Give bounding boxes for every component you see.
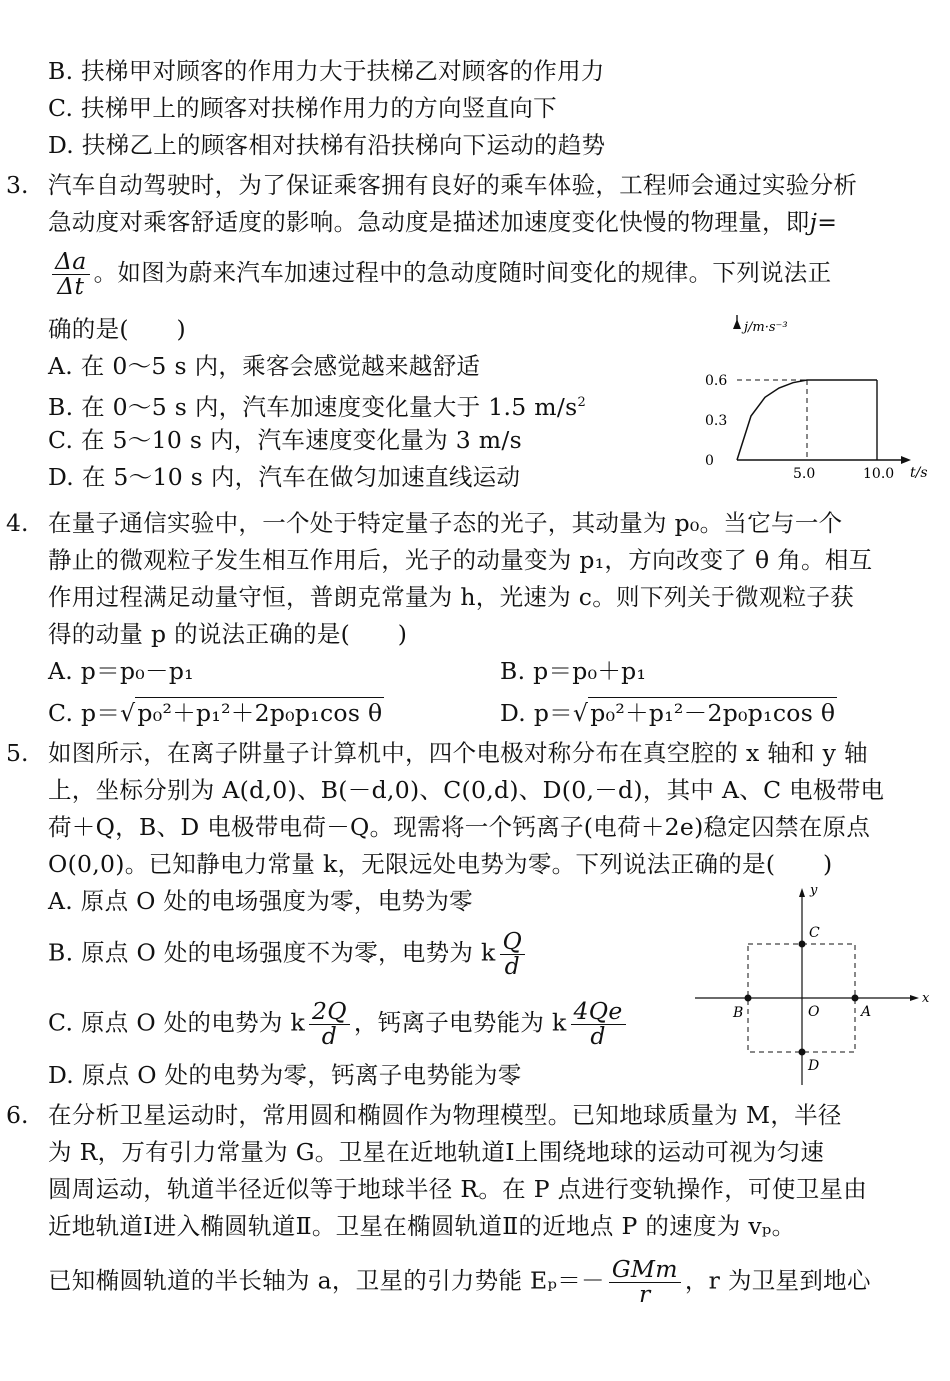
q4-number: 4. bbox=[6, 509, 29, 537]
diagram-y-arrow bbox=[799, 888, 805, 897]
electrode-diagram bbox=[695, 885, 940, 1090]
q6-number: 6. bbox=[6, 1101, 29, 1129]
chart-x-arrow bbox=[901, 456, 911, 464]
q3-number: 3. bbox=[6, 171, 29, 199]
q6-line5-text: 已知椭圆轨道的半长轴为 a，卫星的引力势能 Eₚ＝－ bbox=[48, 1266, 605, 1295]
q4-option-c-radicand: p₀²＋p₁²＋2p₀p₁cos θ bbox=[137, 699, 383, 727]
q5-option-c-fraction2 bbox=[571, 997, 626, 1050]
q5-b-num: Q bbox=[500, 930, 526, 955]
q5-option-c bbox=[48, 997, 630, 1050]
electrode-a bbox=[852, 995, 859, 1002]
q3-stem-line3-text: 。如图为蔚来汽车加速过程中的急动度随时间变化的规律。下列说法正 bbox=[93, 258, 832, 287]
diagram-label-a: A bbox=[861, 1004, 872, 1020]
q6-stem-line4: 近地轨道Ⅰ进入椭圆轨道Ⅱ。卫星在椭圆轨道Ⅱ的近地点 P 的速度为 vₚ。 bbox=[48, 1212, 796, 1240]
q6-frac-num: GMm bbox=[609, 1258, 681, 1283]
q4-option-c-prefix: C. p＝ bbox=[48, 699, 121, 727]
diagram-label-d: D bbox=[808, 1058, 820, 1074]
q4-option-d-prefix: D. p＝ bbox=[500, 699, 573, 727]
q4-option-b: B. p＝p₀＋p₁ bbox=[500, 657, 647, 685]
q2-option-b: B. 扶梯甲对顾客的作用力大于扶梯乙对顾客的作用力 bbox=[48, 57, 605, 85]
chart-x-tick-label: 10.0 bbox=[863, 466, 895, 482]
q5-option-a: A. 原点 O 处的电场强度为零，电势为零 bbox=[48, 887, 473, 915]
q5-c-den1: d bbox=[321, 1021, 338, 1050]
q5-c-num1: 2Q bbox=[309, 1000, 350, 1025]
chart-y-label: j/m·s⁻³ bbox=[744, 320, 788, 335]
chart-x-label: t/s bbox=[910, 465, 928, 481]
q6-line5-tail: ，r 为卫星到地心 bbox=[684, 1266, 871, 1295]
chart-y-tick-label: 0.6 bbox=[705, 373, 728, 390]
diagram-label-b: B bbox=[733, 1005, 744, 1021]
q5-option-c-text: C. 原点 O 处的电势为 k bbox=[48, 1008, 305, 1037]
q3-option-c: C. 在 5～10 s 内，汽车速度变化量为 3 m/s bbox=[48, 426, 522, 454]
q3-stem-line3 bbox=[48, 247, 832, 300]
q4-option-c bbox=[48, 697, 384, 728]
q3-option-b-text: B. 在 0～5 s 内，汽车加速度变化量大于 1.5 m/s bbox=[48, 392, 578, 421]
electrode-d bbox=[799, 1049, 806, 1056]
q3-frac-num: Δa bbox=[52, 250, 90, 275]
q3-j-symbol: j bbox=[809, 208, 818, 236]
q5-option-c-fraction1 bbox=[309, 997, 350, 1050]
q6-stem-line2: 为 R，万有引力常量为 G。卫星在近地轨道Ⅰ上围绕地球的运动可视为匀速 bbox=[48, 1138, 825, 1166]
chart-x-tick-label: 5.0 bbox=[793, 466, 816, 482]
chart-y-arrow bbox=[733, 319, 741, 329]
diagram-x-arrow bbox=[910, 995, 919, 1001]
q3-fraction bbox=[52, 247, 90, 300]
q2-option-c: C. 扶梯甲上的顾客对扶梯作用力的方向竖直向下 bbox=[48, 94, 557, 122]
q3-option-d: D. 在 5～10 s 内，汽车在做匀加速直线运动 bbox=[48, 463, 521, 491]
q3-option-b bbox=[48, 388, 586, 422]
q4-option-d-radicand: p₀²＋p₁²－2p₀p₁cos θ bbox=[590, 699, 836, 727]
q5-option-b-fraction bbox=[500, 927, 526, 980]
q4-stem-line2: 静止的微观粒子发生相互作用后，光子的动量变为 p₁，方向改变了 θ 角。相互 bbox=[48, 546, 873, 574]
q5-option-b bbox=[48, 927, 529, 980]
q6-stem-line1: 在分析卫星运动时，常用圆和椭圆作为物理模型。已知地球质量为 M，半径 bbox=[48, 1101, 842, 1129]
q5-stem-line3: 荷＋Q，B、D 电极带电荷－Q。现需将一个钙离子(电荷＋2e)稳定囚禁在原点 bbox=[48, 813, 871, 841]
q6-stem-line3: 圆周运动，轨道半径近似等于地球半径 R。在 P 点进行变轨操作，可使卫星由 bbox=[48, 1175, 868, 1203]
q3-frac-den: Δt bbox=[57, 271, 85, 300]
q5-stem-line2: 上，坐标分别为 A(d,0)、B(－d,0)、C(0,d)、D(0,－d)，其中 A、C 电极带电 bbox=[48, 776, 885, 804]
q4-stem-line1: 在量子通信实验中，一个处于特定量子态的光子，其动量为 p₀。当它与一个 bbox=[48, 509, 843, 537]
q2-option-d: D. 扶梯乙上的顾客相对扶梯有沿扶梯向下运动的趋势 bbox=[48, 131, 606, 159]
q4-stem-line4: 得的动量 p 的说法正确的是( ) bbox=[48, 620, 408, 648]
electrode-c bbox=[799, 941, 806, 948]
sqrt-icon: √ bbox=[573, 699, 589, 727]
q3-option-a: A. 在 0～5 s 内，乘客会感觉越来越舒适 bbox=[48, 352, 481, 380]
diagram-label-x: x bbox=[922, 991, 930, 1006]
jerk-time-chart bbox=[700, 315, 935, 495]
q5-stem-line1: 如图所示，在离子阱量子计算机中，四个电极对称分布在真空腔的 x 轴和 y 轴 bbox=[48, 739, 868, 767]
q6-stem-line5 bbox=[48, 1255, 871, 1308]
q3-stem-line4: 确的是( ) bbox=[48, 315, 186, 343]
q5-c-den2: d bbox=[590, 1021, 606, 1050]
q5-option-d: D. 原点 O 处的电势为零，钙离子电势能为零 bbox=[48, 1061, 522, 1089]
sqrt-icon: √ bbox=[120, 699, 136, 727]
diagram-label-c: C bbox=[809, 925, 820, 941]
q6-potential-fraction bbox=[609, 1255, 681, 1308]
diagram-label-o: O bbox=[808, 1004, 820, 1020]
q5-b-den: d bbox=[504, 951, 520, 980]
q3-stem-line2-text: 急动度对乘客舒适度的影响。急动度是描述加速度变化快慢的物理量，即 bbox=[48, 208, 810, 236]
q4-stem-line3: 作用过程满足动量守恒，普朗克常量为 h，光速为 c。则下列关于微观粒子获 bbox=[48, 583, 855, 611]
q3-stem-line2 bbox=[48, 207, 837, 237]
q5-c-num2: 4Qe bbox=[571, 1000, 626, 1025]
q4-option-d bbox=[500, 697, 837, 728]
q5-number: 5. bbox=[6, 739, 29, 767]
chart-y-tick-label: 0 bbox=[705, 453, 714, 469]
q5-stem-line4: O(0,0)。已知静电力常量 k，无限远处电势为零。下列说法正确的是( ) bbox=[48, 850, 833, 878]
q3-option-b-sup: 2 bbox=[577, 395, 587, 410]
q3-equals: = bbox=[817, 208, 838, 236]
q3-stem-line1: 汽车自动驾驶时，为了保证乘客拥有良好的乘车体验，工程师会通过实验分析 bbox=[48, 171, 858, 199]
q6-frac-den: r bbox=[639, 1279, 651, 1308]
q4-option-a: A. p＝p₀－p₁ bbox=[48, 657, 194, 685]
electrode-b bbox=[745, 995, 752, 1002]
q5-option-c-mid: ，钙离子电势能为 k bbox=[353, 1008, 567, 1037]
diagram-label-y: y bbox=[810, 885, 818, 898]
chart-y-tick-label: 0.3 bbox=[705, 413, 728, 430]
q5-option-b-text: B. 原点 O 处的电场强度不为零，电势为 k bbox=[48, 938, 496, 967]
